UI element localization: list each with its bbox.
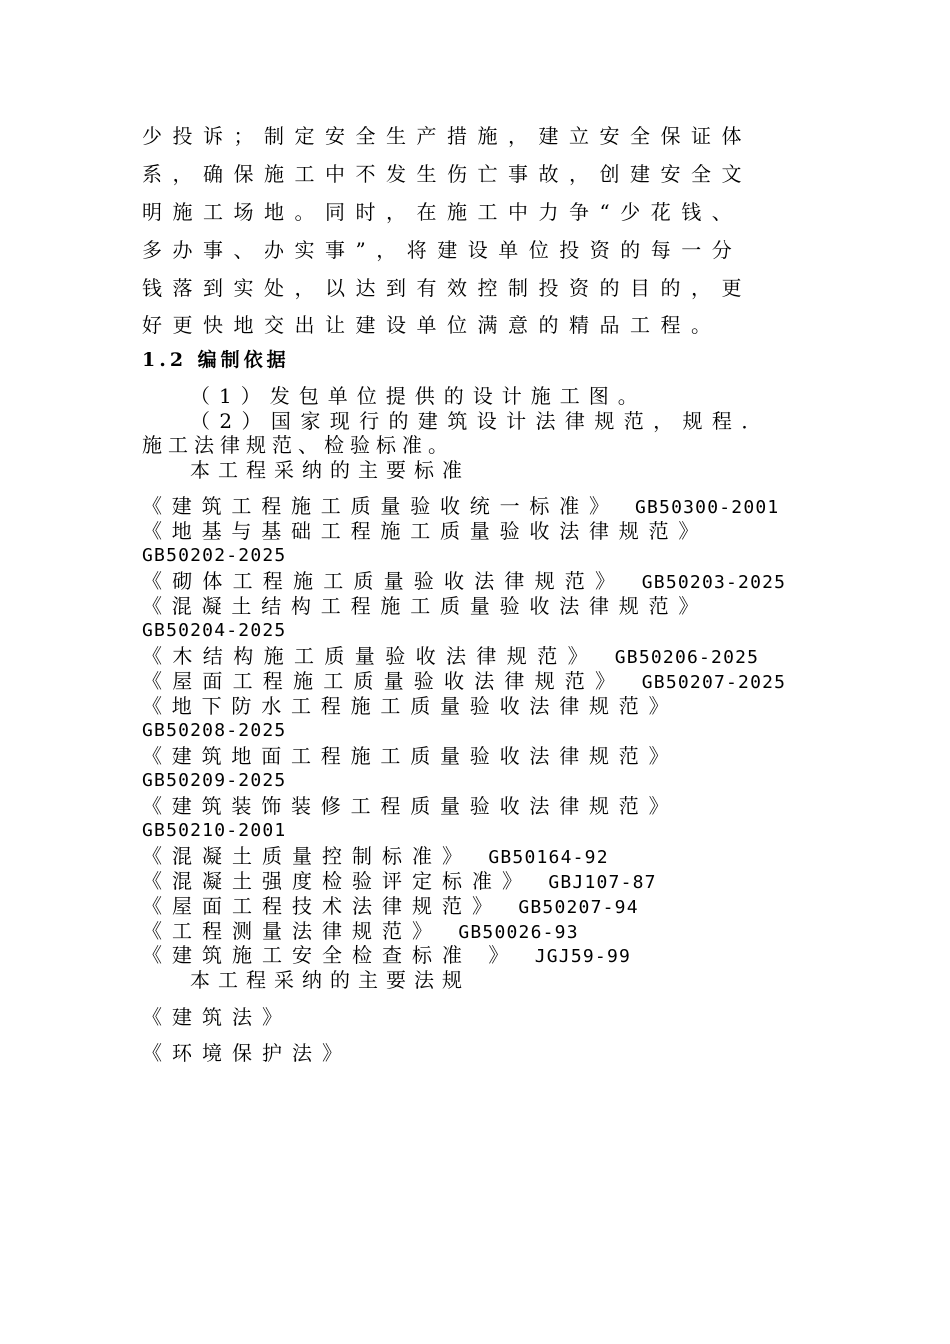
basis-item: （1）发包单位提供的设计施工图。 [190, 384, 647, 408]
law-item: 《建筑法》 [142, 1005, 292, 1029]
standard-name: 《砌体工程施工质量验收法律规范》 [142, 569, 626, 593]
standard-code: GB50207-94 [518, 897, 639, 918]
basis-item: 施工法律规范、检验标准。 [142, 433, 454, 457]
standard-code: GBJ107-87 [548, 872, 657, 893]
standard-code: GB50026-93 [458, 922, 579, 943]
laws-heading: 本工程采纳的主要法规 [190, 968, 470, 992]
standard-item [142, 569, 786, 595]
standard-name: 《屋面工程施工质量验收法律规范》 [142, 669, 626, 693]
basis-item: （2）国家现行的建筑设计法律规范，规程． [190, 409, 771, 433]
standard-name: 《木结构施工质量验收法律规范》 [142, 644, 598, 668]
standard-code: GB50202-2025 [142, 545, 287, 566]
standard-name: 《屋面工程技术法律规范》 [142, 894, 502, 918]
body-text-line: 好更快地交出让建设单位满意的精品工程。 [142, 313, 722, 337]
standard-code: GB50210-2001 [142, 820, 287, 841]
standard-item [142, 494, 779, 520]
standard-code: GB50208-2025 [142, 720, 287, 741]
standard-item [142, 943, 631, 969]
body-text-line: 少投诉；制定安全生产措施，建立安全保证体 [142, 124, 752, 148]
body-text-line: 明施工场地。同时，在施工中力争“少花钱、 [142, 200, 743, 224]
standard-name: 《工程测量法律规范》 [142, 919, 442, 943]
standard-item [142, 669, 786, 695]
body-text-line: 系，确保施工中不发生伤亡事故，创建安全文 [142, 162, 752, 186]
standard-code: GB50206-2025 [614, 647, 760, 668]
standard-code: GB50204-2025 [142, 620, 287, 641]
standard-name: 《建筑施工安全检查标准 》 [142, 943, 519, 967]
standard-code: GB50203-2025 [641, 572, 787, 593]
standard-item: 《地基与基础工程施工质量验收法律规范》 [142, 519, 709, 543]
standard-name: 《建筑工程施工质量验收统一标准》 [142, 494, 619, 518]
standard-item [142, 869, 657, 895]
standard-item: 《混凝土结构工程施工质量验收法律规范》 [142, 594, 709, 618]
standard-code: GB50164-92 [488, 847, 609, 868]
standard-item [142, 644, 759, 670]
standard-code: GB50207-2025 [641, 672, 787, 693]
standard-item [142, 844, 609, 870]
standard-code: GB50209-2025 [142, 770, 287, 791]
law-item: 《环境保护法》 [142, 1041, 352, 1065]
standard-code: JGJ59-99 [534, 946, 632, 967]
standard-item: 《建筑装饰装修工程质量验收法律规范》 [142, 794, 679, 818]
standard-item [142, 894, 639, 920]
standard-item: 《地下防水工程施工质量验收法律规范》 [142, 694, 679, 718]
section-heading: 1.2 编制依据 [142, 349, 290, 371]
standards-heading: 本工程采纳的主要标准 [190, 458, 470, 482]
standard-code: GB50300-2001 [634, 497, 780, 518]
body-text-line: 钱落到实处，以达到有效控制投资的目的，更 [142, 276, 752, 300]
standard-name: 《混凝土强度检验评定标准》 [142, 869, 532, 893]
standard-item [142, 919, 579, 945]
standard-item: 《建筑地面工程施工质量验收法律规范》 [142, 744, 679, 768]
body-text-line: 多办事、办实事”，将建设单位投资的每一分 [142, 238, 743, 262]
standard-name: 《混凝土质量控制标准》 [142, 844, 472, 868]
